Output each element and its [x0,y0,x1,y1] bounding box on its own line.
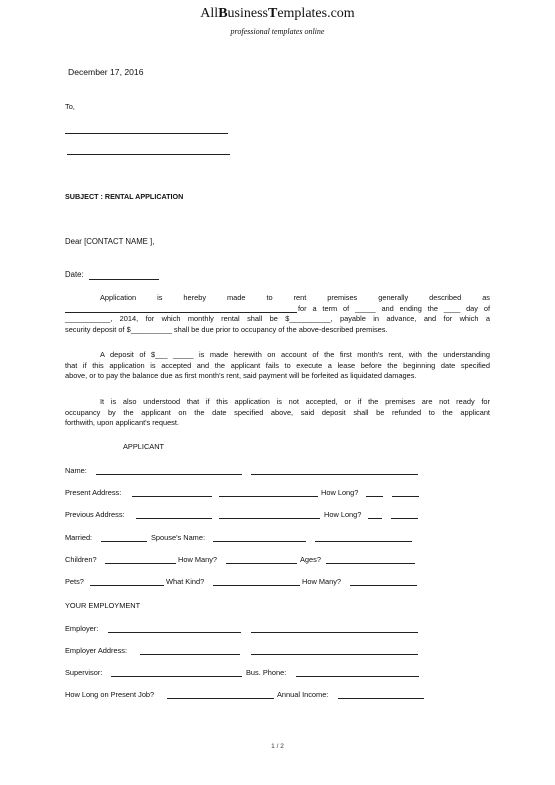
ages-field[interactable] [326,563,415,564]
para3-line3: forthwith, upon applicant's request. [65,418,179,428]
supervisor-label: Supervisor: [65,668,103,677]
children-how-many-label: How Many? [178,555,218,564]
employer-address-field[interactable] [140,654,240,655]
employment-heading: YOUR EMPLOYMENT [65,601,141,610]
para2-line3: above, or to pay the balance due as first month's rent, said payment will be forfeited as liquidated damages. [65,371,417,381]
employer-address-field-2[interactable] [251,654,418,655]
name-label: Name: [65,466,87,475]
para1-line1: Application is hereby made to rent premises generally described as [100,293,490,302]
brand-b: B [218,6,228,21]
present-how-long-label: How Long? [321,488,359,497]
brand-prefix: All [200,6,219,21]
present-how-long-field[interactable] [366,496,383,497]
brand-emplates: emplates [277,6,328,21]
employer-field-2[interactable] [251,632,418,633]
recipient-line-1[interactable] [65,133,228,134]
spouse-name-field[interactable] [213,541,306,542]
brand-suffix: .com [327,6,355,21]
pets-how-many-field[interactable] [350,585,417,586]
married-label: Married: [65,533,93,542]
recipient-line-2[interactable] [67,154,230,155]
date-label: Date: [65,270,84,279]
children-how-many-field[interactable] [226,563,297,564]
brand-usiness: usiness [227,6,268,21]
para2-line2: that if this application is accepted and the applicant fails to execute a lease before the beginning date specified [65,360,490,370]
present-how-long-field-2[interactable] [392,496,419,497]
date-field[interactable] [89,279,159,280]
bus-phone-label: Bus. Phone: [246,668,287,677]
present-address-field[interactable] [132,496,212,497]
spouse-name-label: Spouse's Name: [151,533,205,542]
brand-t: T [267,6,278,21]
previous-how-long-field-2[interactable] [391,518,418,519]
ages-label: Ages? [300,555,321,564]
para1-line4: security deposit of $__________ shall be due prior to occupancy of the above-described premises. [65,324,388,334]
what-kind-field[interactable] [213,585,300,586]
applicant-heading: APPLICANT [123,442,165,451]
employer-field[interactable] [108,632,241,633]
employer-label: Employer: [65,624,99,633]
married-field[interactable] [101,541,147,542]
name-field[interactable] [96,474,242,475]
annual-income-field[interactable] [338,698,424,699]
name-field-2[interactable] [251,474,418,475]
children-label: Children? [65,555,97,564]
what-kind-label: What Kind? [166,577,205,586]
letter-date: December 17, 2016 [68,67,144,77]
bus-phone-field[interactable] [296,676,419,677]
spouse-name-field-2[interactable] [315,541,412,542]
present-address-field-2[interactable] [219,496,318,497]
present-address-label: Present Address: [65,488,122,497]
to-label: To, [65,102,75,111]
previous-address-field[interactable] [136,518,212,519]
pets-label: Pets? [65,577,84,586]
para3-line2: occupancy by the applicant on the date specified above, said deposit shall be refunded to the applicant [65,407,490,417]
how-long-job-field[interactable] [167,698,274,699]
premises-field[interactable] [65,312,297,313]
previous-how-long-label: How Long? [324,510,362,519]
para2-line1: A deposit of $___ _____ is made herewith on account of the first month's rent, with the understanding [100,350,490,359]
subject-line: SUBJECT : RENTAL APPLICATION [65,192,184,201]
brand-tagline: professional templates online [230,27,325,36]
salutation: Dear [CONTACT NAME ], [65,237,155,246]
para1-line2: for a term of _____ and ending the ____ day of [298,303,490,313]
para3-line1: It is also understood that if this application is not accepted, or if the premises are not ready for [100,397,490,406]
employer-address-label: Employer Address: [65,646,128,655]
previous-address-field-2[interactable] [219,518,320,519]
how-long-job-label: How Long on Present Job? [65,690,155,699]
previous-how-long-field[interactable] [368,518,382,519]
page-number: 1 / 2 [271,743,284,750]
para1-line3: ___________, 2014, for which monthly rental shall be $__________, payable in advance, and for which a [65,314,490,324]
supervisor-field[interactable] [111,676,242,677]
previous-address-label: Previous Address: [65,510,125,519]
pets-how-many-label: How Many? [302,577,342,586]
brand-logo [0,6,555,22]
pets-field[interactable] [90,585,164,586]
annual-income-label: Annual Income: [277,690,329,699]
children-field[interactable] [105,563,176,564]
